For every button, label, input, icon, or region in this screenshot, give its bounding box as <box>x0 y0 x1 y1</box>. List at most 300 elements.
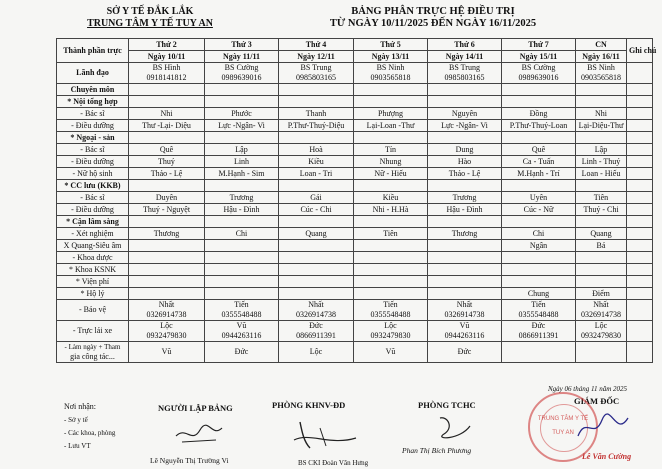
cell-line: Lộc <box>160 321 173 330</box>
note-cell <box>627 276 653 288</box>
cell-line: 0326914738 <box>581 310 621 319</box>
preparer-name: Lê Nguyễn Thị Trường Vi <box>150 456 229 465</box>
cell-line: 0903565818 <box>581 73 621 82</box>
empty-cell <box>205 132 279 144</box>
empty-cell <box>129 132 205 144</box>
empty-cell <box>279 180 354 192</box>
duty-cell: Nhi - H.Hà <box>354 204 428 216</box>
duty-cell: Uyên <box>502 192 576 204</box>
recipients-title: Nơi nhận: <box>64 402 97 411</box>
table-row <box>57 144 653 156</box>
cell-line: 0903565818 <box>370 73 411 82</box>
empty-cell <box>502 216 576 228</box>
recipient-item: - Sở y tế <box>64 416 88 424</box>
guard-cell <box>502 300 576 321</box>
duty-cell <box>279 240 354 252</box>
duty-cell: Hậu - Đình <box>205 204 279 216</box>
note-cell <box>627 192 653 204</box>
table-row <box>57 300 653 321</box>
empty-cell <box>428 180 502 192</box>
director-title: GIÁM ĐỐC <box>574 396 620 406</box>
duty-cell <box>354 276 428 288</box>
empty-cell <box>354 216 428 228</box>
driver-cell <box>576 321 627 342</box>
duty-cell: M.Hạnh - Sim <box>205 168 279 180</box>
note-header: Ghi chú <box>627 39 653 63</box>
leader-cell <box>502 63 576 84</box>
duty-cell: P.Thư-Thuý-Loan <box>502 120 576 132</box>
guard-cell <box>576 300 627 321</box>
duty-cell <box>129 264 205 276</box>
empty-cell <box>205 180 279 192</box>
cell-line: Nhất <box>308 300 324 309</box>
duty-cell <box>205 240 279 252</box>
table-row <box>57 63 653 84</box>
duty-cell: Tín <box>354 144 428 156</box>
row-label: Lãnh đạo <box>57 63 129 84</box>
note-cell <box>627 264 653 276</box>
duty-cell <box>129 288 205 300</box>
cell-line: Đức <box>309 321 323 330</box>
duty-cell <box>354 288 428 300</box>
duty-cell: Quang <box>576 228 627 240</box>
title-block <box>268 6 598 30</box>
duty-cell: Phước <box>205 108 279 120</box>
duty-cell <box>129 240 205 252</box>
driver-cell <box>428 321 502 342</box>
duty-cell: Kiều <box>279 156 354 168</box>
date-header: Ngày 14/11 <box>428 51 502 63</box>
row-label: * Khoa KSNK <box>57 264 129 276</box>
table-row <box>57 192 653 204</box>
empty-cell <box>627 132 653 144</box>
day-header: Thứ 7 <box>502 39 576 51</box>
duty-cell: Loan - Tri <box>279 168 354 180</box>
empty-cell <box>354 180 428 192</box>
duty-cell: Gái <box>279 192 354 204</box>
empty-cell <box>627 96 653 108</box>
duty-cell <box>354 240 428 252</box>
duty-cell: Thảo - Lệ <box>129 168 205 180</box>
recipient-item: - Lưu VT <box>64 442 91 450</box>
date-header: Ngày 11/11 <box>205 51 279 63</box>
note-cell <box>627 144 653 156</box>
duty-cell: Hoà <box>279 144 354 156</box>
driver-cell <box>279 321 354 342</box>
row-label: X Quang-Siêu âm <box>57 240 129 252</box>
empty-cell <box>428 96 502 108</box>
day-header: CN <box>576 39 627 51</box>
dept-name: SỞ Y TẾ ĐẮK LẮK <box>106 6 194 17</box>
duty-cell: Thuý <box>129 156 205 168</box>
driver-cell <box>354 321 428 342</box>
duty-cell: Lực -Ngân- Vi <box>428 120 502 132</box>
empty-cell <box>129 216 205 228</box>
tchc-title: PHÒNG TCHC <box>418 400 476 410</box>
table-row <box>57 276 653 288</box>
day-header: Thứ 6 <box>428 39 502 51</box>
director-name: Lê Văn Cường <box>582 452 632 461</box>
duty-cell: Nhi <box>576 108 627 120</box>
duty-cell: Lại-Loan -Thư <box>354 120 428 132</box>
table-row <box>57 108 653 120</box>
doc-subtitle: TỪ NGÀY 10/11/2025 ĐẾN NGÀY 16/11/2025 <box>329 18 537 29</box>
table-row <box>57 120 653 132</box>
table-row <box>57 240 653 252</box>
note-cell <box>627 288 653 300</box>
duty-cell <box>129 252 205 264</box>
recipient-item: - Các khoa, phòng <box>64 429 116 437</box>
empty-cell <box>354 84 428 96</box>
tchc-signature <box>430 412 480 442</box>
duty-cell <box>576 342 627 363</box>
duty-cell <box>205 252 279 264</box>
khnv-signature <box>290 418 360 452</box>
empty-cell <box>428 132 502 144</box>
duty-cell: Đức <box>428 342 502 363</box>
note-cell <box>627 342 653 363</box>
cell-line: BS Trung <box>449 63 480 72</box>
duty-cell: Phượng <box>354 108 428 120</box>
duty-cell: Đức <box>205 342 279 363</box>
leader-cell <box>205 63 279 84</box>
cell-line: Lộc <box>384 321 397 330</box>
empty-cell <box>279 96 354 108</box>
table-row <box>57 252 653 264</box>
cell-line: 0932479830 <box>146 331 187 340</box>
duty-cell: Lập <box>576 144 627 156</box>
duty-cell: Kiều <box>354 192 428 204</box>
table-row <box>57 264 653 276</box>
leader-cell <box>576 63 627 84</box>
empty-cell <box>205 96 279 108</box>
section-label: Chuyên môn <box>57 84 129 96</box>
duty-cell <box>279 264 354 276</box>
row-label: - Bác sĩ <box>57 192 129 204</box>
note-cell <box>627 156 653 168</box>
duty-cell <box>129 276 205 288</box>
duty-cell <box>428 240 502 252</box>
duty-cell <box>279 288 354 300</box>
duty-cell: Tiên <box>354 228 428 240</box>
cell-line: 0355548488 <box>370 310 411 319</box>
day-header: Thứ 2 <box>129 39 205 51</box>
table-row <box>57 168 653 180</box>
empty-cell <box>205 216 279 228</box>
row-label: - Bảo vệ <box>57 300 129 321</box>
cell-line: BS Trung <box>300 63 332 72</box>
duty-cell: Linh - Thuý <box>576 156 627 168</box>
duty-cell <box>205 276 279 288</box>
duty-cell: Vũ <box>129 342 205 363</box>
duty-cell: Trương <box>205 192 279 204</box>
empty-cell <box>576 84 627 96</box>
duty-cell: Loan - Hiếu <box>576 168 627 180</box>
director-signature <box>572 410 632 444</box>
row-label: - Trực lái xe <box>57 321 129 342</box>
duty-cell: P.Thư-Thuý-Diệu <box>279 120 354 132</box>
duty-cell: Thương <box>129 228 205 240</box>
cell-line: gia công tác... <box>70 352 115 361</box>
cell-line: 0944263116 <box>444 331 485 340</box>
duty-cell <box>428 252 502 264</box>
table-row <box>57 96 653 108</box>
stamp-line1: TRUNG TÂM Y TẾ <box>537 416 589 422</box>
column-header: Thành phần trực <box>57 39 129 63</box>
table-row <box>57 288 653 300</box>
empty-cell <box>428 216 502 228</box>
note-cell <box>627 228 653 240</box>
table-row <box>57 228 653 240</box>
cell-line: BS Cường <box>224 63 259 72</box>
row-label: - Điều dưỡng <box>57 120 129 132</box>
cell-line: 0989639016 <box>221 73 262 82</box>
duty-cell: Tiên <box>576 192 627 204</box>
duty-cell: Thanh <box>279 108 354 120</box>
empty-cell <box>279 132 354 144</box>
cell-line: Tiến <box>234 300 249 309</box>
cell-line: 0866911391 <box>518 331 559 340</box>
preparer-signature <box>172 416 232 450</box>
duty-cell <box>502 342 576 363</box>
note-cell <box>627 63 653 84</box>
duty-cell <box>205 288 279 300</box>
duty-cell: Trương <box>428 192 502 204</box>
cell-line: Vũ <box>459 321 470 330</box>
row-label: - Xét nghiệm <box>57 228 129 240</box>
note-cell <box>627 120 653 132</box>
duty-cell: Linh <box>205 156 279 168</box>
empty-cell <box>279 84 354 96</box>
row-label <box>57 342 129 363</box>
empty-cell <box>502 180 576 192</box>
duty-cell <box>428 276 502 288</box>
duty-cell: Quê <box>502 144 576 156</box>
row-label: - Bác sĩ <box>57 144 129 156</box>
section-title: * Nội tổng hợp <box>57 96 129 108</box>
leader-cell <box>428 63 502 84</box>
table-row <box>57 39 653 51</box>
duty-cell: Nhi <box>129 108 205 120</box>
row-label: * Viện phí <box>57 276 129 288</box>
duty-cell <box>428 264 502 276</box>
duty-cell: Cúc - Nữ <box>502 204 576 216</box>
duty-cell: Nhung <box>354 156 428 168</box>
duty-cell: Chi <box>502 228 576 240</box>
date-header: Ngày 12/11 <box>279 51 354 63</box>
tchc-name: Phan Thị Bích Phương <box>402 446 472 455</box>
duty-cell: Lực -Ngân- Vi <box>205 120 279 132</box>
duty-cell: Chi <box>205 228 279 240</box>
duty-cell: Quê <box>129 144 205 156</box>
empty-cell <box>576 180 627 192</box>
duty-cell: Lập <box>205 144 279 156</box>
row-label: * Hộ lý <box>57 288 129 300</box>
note-cell <box>627 300 653 321</box>
row-label: - Nữ hộ sinh <box>57 168 129 180</box>
duty-cell: Thảo - Lệ <box>428 168 502 180</box>
duty-cell: Hậu - Đình <box>428 204 502 216</box>
cell-line: 0944263116 <box>221 331 262 340</box>
cell-line: Tiến <box>383 300 398 309</box>
duty-cell: Thuý - Chi <box>576 204 627 216</box>
empty-cell <box>129 84 205 96</box>
table-row <box>57 132 653 144</box>
duty-cell: Đồng <box>502 108 576 120</box>
guard-cell <box>279 300 354 321</box>
duty-cell: Chung <box>502 288 576 300</box>
empty-cell <box>502 84 576 96</box>
guard-cell <box>354 300 428 321</box>
date-header: Ngày 10/11 <box>129 51 205 63</box>
duty-cell: Nguyên <box>428 108 502 120</box>
guard-cell <box>205 300 279 321</box>
section-title: * Ngoại - sản <box>57 132 129 144</box>
note-cell <box>627 168 653 180</box>
duty-cell: Vũ <box>354 342 428 363</box>
guard-cell <box>129 300 205 321</box>
table-row <box>57 216 653 228</box>
duty-cell: Thương <box>428 228 502 240</box>
doc-title: BẢNG PHÂN TRỰC HỆ ĐIỀU TRỊ <box>351 6 515 17</box>
duty-cell <box>576 252 627 264</box>
cell-line: Tiến <box>531 300 546 309</box>
khnv-name: BS CKI Đoàn Văn Hưng <box>298 459 369 467</box>
cell-line: Nhất <box>158 300 175 309</box>
stamp-line2: TUY AN <box>552 430 574 436</box>
cell-line: 0985803165 <box>444 73 485 82</box>
duty-cell: Cúc - Chi <box>279 204 354 216</box>
duty-cell: Bá <box>576 240 627 252</box>
table-row <box>57 342 653 363</box>
recipients-block <box>64 402 115 451</box>
section-title: * Cận lâm sàng <box>57 216 129 228</box>
leader-cell <box>279 63 354 84</box>
note-cell <box>627 240 653 252</box>
duty-cell: Ca - Tuấn <box>502 156 576 168</box>
cell-line: Nhất <box>456 300 473 309</box>
duty-cell <box>279 252 354 264</box>
center-name: TRUNG TÂM Y TẾ TUY AN <box>87 18 213 29</box>
cell-line: 0355548488 <box>221 310 262 319</box>
duty-cell: Quang <box>279 228 354 240</box>
empty-cell <box>502 132 576 144</box>
table-row <box>57 180 653 192</box>
issue-date: Ngày 06 tháng 11 năm 2025 <box>548 385 628 393</box>
duty-cell <box>502 276 576 288</box>
row-label: - Khoa dược <box>57 252 129 264</box>
duty-cell <box>428 288 502 300</box>
cell-line: 0326914738 <box>444 310 485 319</box>
cell-line: 0985803165 <box>296 73 336 82</box>
cell-line: 0866911391 <box>296 331 336 340</box>
note-cell <box>627 321 653 342</box>
duty-cell: M.Hạnh - Trí <box>502 168 576 180</box>
duty-cell <box>354 264 428 276</box>
empty-cell <box>205 84 279 96</box>
table-row <box>57 51 653 63</box>
cell-line: 0932479830 <box>370 331 411 340</box>
cell-line: - Làm ngày + Tham <box>64 343 121 351</box>
leader-cell <box>354 63 428 84</box>
empty-cell <box>576 132 627 144</box>
duty-cell <box>205 264 279 276</box>
cell-line: Đức <box>531 321 546 330</box>
duty-cell: Lộc <box>279 342 354 363</box>
org-header <box>40 6 260 30</box>
guard-cell <box>428 300 502 321</box>
empty-cell <box>576 96 627 108</box>
date-header: Ngày 13/11 <box>354 51 428 63</box>
cell-line: BS Ninh <box>587 63 615 72</box>
cell-line: BS Hình <box>152 63 181 72</box>
empty-cell <box>576 216 627 228</box>
duty-cell: Duyên <box>129 192 205 204</box>
duty-cell: Thuý - Nguyệt <box>129 204 205 216</box>
empty-cell <box>129 96 205 108</box>
empty-cell <box>354 96 428 108</box>
note-cell <box>627 252 653 264</box>
cell-line: 0918141812 <box>146 73 187 82</box>
row-label: - Điều dưỡng <box>57 204 129 216</box>
cell-line: BS Ninh <box>376 63 405 72</box>
section-title: * CC lưu (KKB) <box>57 180 129 192</box>
cell-line: Vũ <box>236 321 247 330</box>
duty-cell <box>576 264 627 276</box>
duty-cell <box>354 252 428 264</box>
duty-cell <box>502 252 576 264</box>
duty-cell: Hào <box>428 156 502 168</box>
duty-cell: Điểm <box>576 288 627 300</box>
day-header: Thứ 4 <box>279 39 354 51</box>
duty-cell <box>576 276 627 288</box>
note-cell <box>627 108 653 120</box>
table-row <box>57 204 653 216</box>
note-cell <box>627 204 653 216</box>
empty-cell <box>428 84 502 96</box>
cell-line: 0989639016 <box>518 73 559 82</box>
empty-cell <box>627 180 653 192</box>
driver-cell <box>205 321 279 342</box>
empty-cell <box>129 180 205 192</box>
duty-cell: Nữ - Hiếu <box>354 168 428 180</box>
cell-line: 0326914738 <box>146 310 187 319</box>
preparer-title: NGƯỜI LẬP BẢNG <box>158 403 233 413</box>
duty-cell: Lại-Diệu-Thư <box>576 120 627 132</box>
duty-cell <box>502 264 576 276</box>
duty-cell: Ngân <box>502 240 576 252</box>
day-header: Thứ 3 <box>205 39 279 51</box>
day-header: Thứ 5 <box>354 39 428 51</box>
cell-line: Nhất <box>593 300 609 309</box>
date-header: Ngày 15/11 <box>502 51 576 63</box>
khnv-title: PHÒNG KHNV-ĐD <box>272 400 346 410</box>
empty-cell <box>502 96 576 108</box>
duty-cell <box>279 276 354 288</box>
empty-cell <box>627 216 653 228</box>
empty-cell <box>279 216 354 228</box>
cell-line: 0932479830 <box>581 331 621 340</box>
row-label: - Điều dưỡng <box>57 156 129 168</box>
leader-cell <box>129 63 205 84</box>
table-row <box>57 321 653 342</box>
empty-cell <box>354 132 428 144</box>
cell-line: Lộc <box>594 321 608 330</box>
driver-cell <box>129 321 205 342</box>
empty-cell <box>627 84 653 96</box>
table-row <box>57 156 653 168</box>
row-label: - Bác sĩ <box>57 108 129 120</box>
